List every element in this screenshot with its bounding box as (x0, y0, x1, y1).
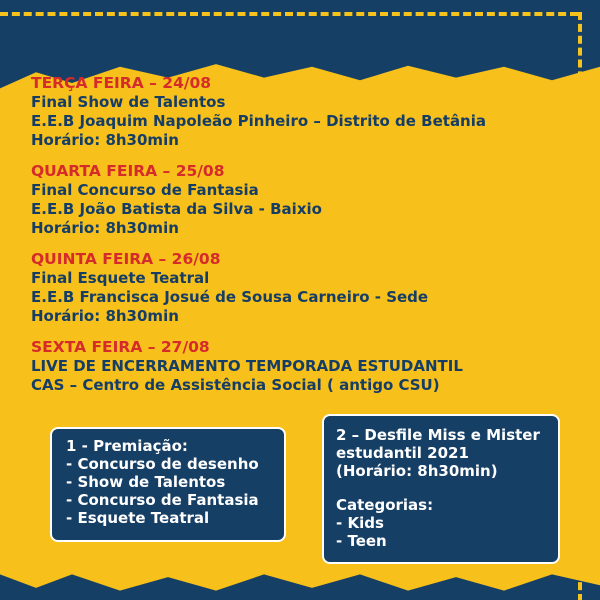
list-item: - Concurso de Fantasia (66, 491, 270, 509)
event-line: E.E.B Joaquim Napoleão Pinheiro – Distrito de Betânia (31, 112, 487, 130)
event-line: Final Show de Talentos (31, 93, 226, 111)
event-sexta (31, 338, 571, 395)
categories-label: Categorias: (336, 496, 434, 514)
event-title: QUARTA FEIRA – 25/08 (31, 162, 225, 180)
schedule (31, 74, 571, 407)
event-line: Final Concurso de Fantasia (31, 181, 259, 199)
event-line: Horário: 8h30min (31, 307, 179, 325)
parade-title-line2: estudantil 2021 (336, 444, 469, 462)
event-terca (31, 74, 571, 150)
parade-box (322, 414, 560, 564)
list-item: - Show de Talentos (66, 473, 270, 491)
event-quarta (31, 162, 571, 238)
event-line: Horário: 8h30min (31, 219, 179, 237)
list-item: - Concurso de desenho (66, 455, 270, 473)
event-line: E.E.B Francisca Josué de Sousa Carneiro - Sede (31, 288, 429, 306)
event-line: Final Esquete Teatral (31, 269, 210, 287)
categories-list (336, 514, 546, 550)
list-item: - Teen (336, 532, 546, 550)
parade-title-line1: 2 – Desfile Miss e Mister (336, 426, 540, 444)
event-quinta (31, 250, 571, 326)
event-line: Horário: 8h30min (31, 131, 179, 149)
awards-list (66, 455, 270, 527)
awards-title: 1 - Premiação: (66, 437, 188, 455)
list-item: - Kids (336, 514, 546, 532)
event-title: SEXTA FEIRA – 27/08 (31, 338, 210, 356)
list-item: - Esquete Teatral (66, 509, 270, 527)
event-line: E.E.B João Batista da Silva - Baixio (31, 200, 322, 218)
event-title: QUINTA FEIRA – 26/08 (31, 250, 221, 268)
parade-time: (Horário: 8h30min) (336, 462, 498, 480)
dashed-border-top (0, 12, 578, 16)
spacer (336, 480, 546, 496)
event-line: LIVE DE ENCERRAMENTO TEMPORADA ESTUDANTIL (31, 357, 463, 375)
awards-box (50, 427, 286, 542)
event-line: CAS – Centro de Assistência Social ( antigo CSU) (31, 376, 440, 394)
event-title: TERÇA FEIRA – 24/08 (31, 74, 212, 92)
